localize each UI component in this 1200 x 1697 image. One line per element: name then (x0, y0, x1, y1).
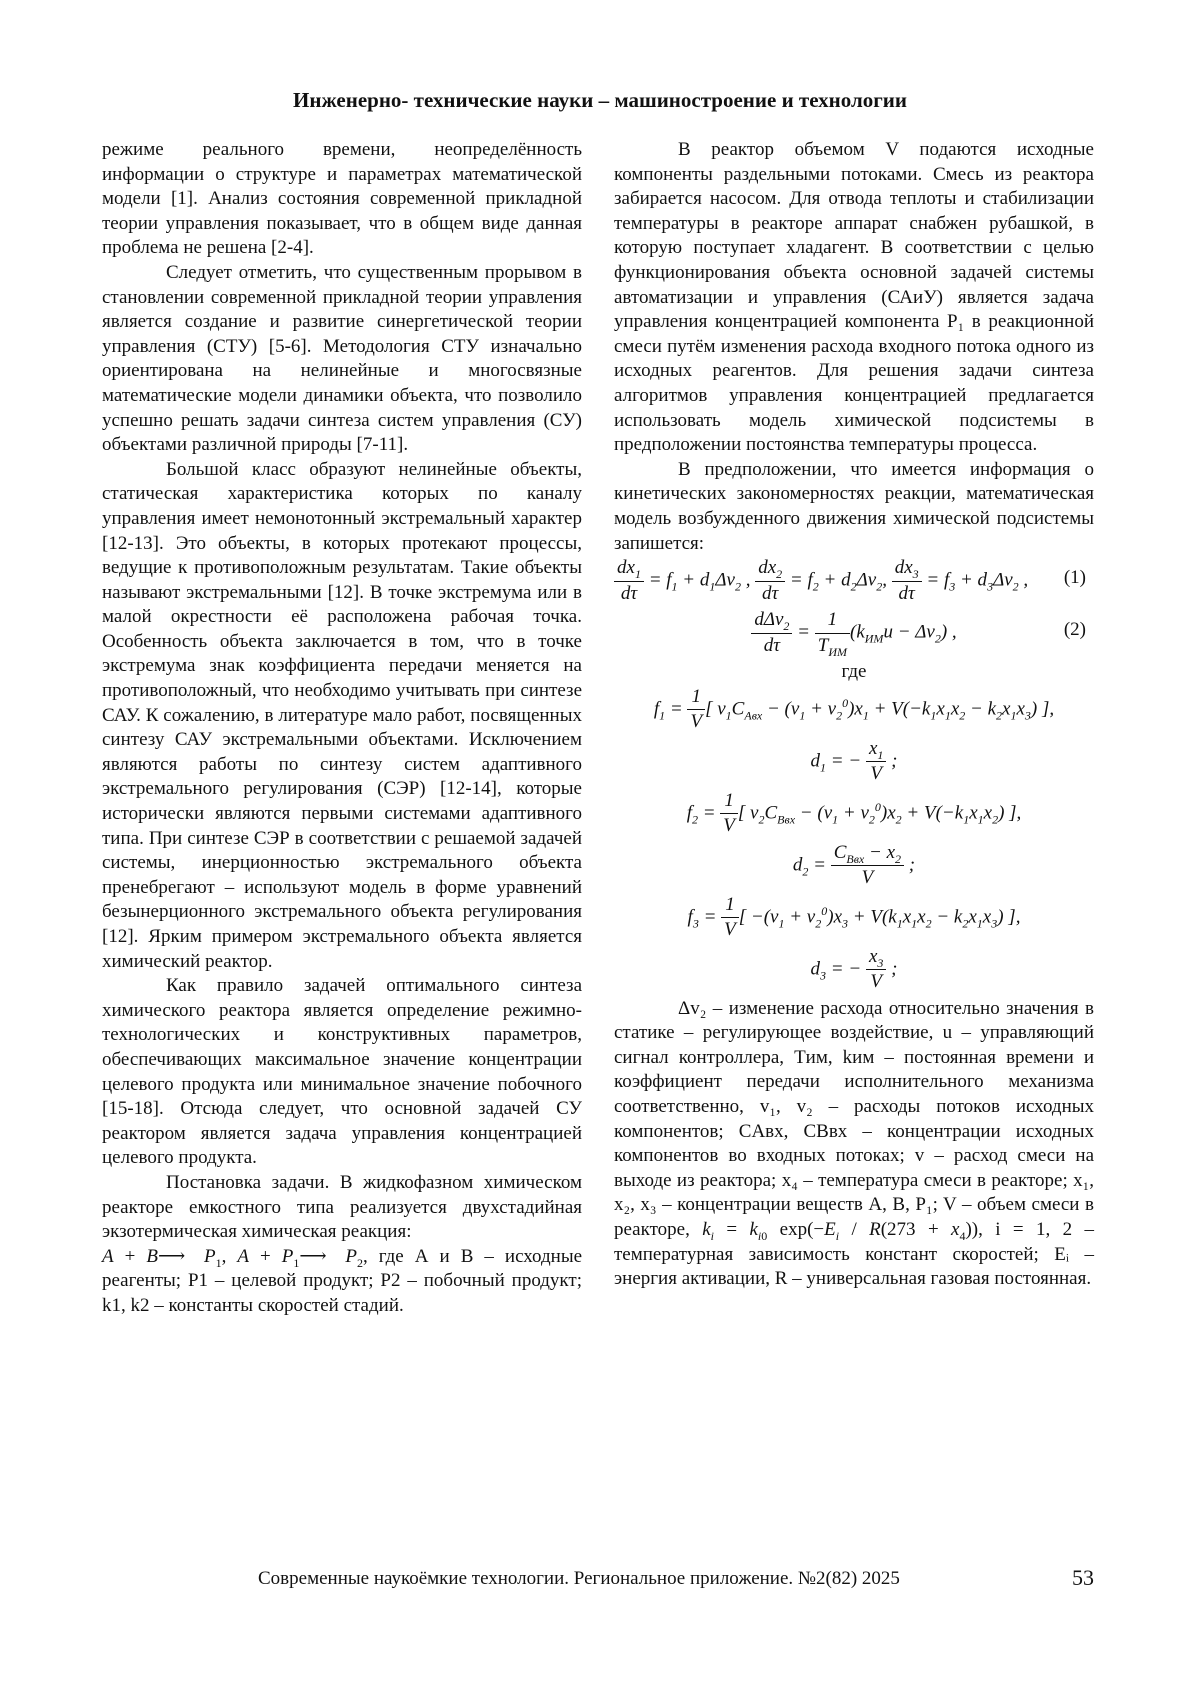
left-paragraph-4: Как правило задачей оптимального синтеза химического реактора является определение режимно-технологических и конструктивных параметров, обеспечивающих максимальное значение концентрации целевого продукта или минимальное значение побочного [15-18]. Отсюда следует, что основной задачей СУ реактором является задача управления концентрацией целевого продукта. (102, 975, 582, 1169)
where-label: где (841, 661, 867, 683)
equation-1: $\frac{dx_1}{d\tau}$ = $f_1 + d_1\Delta v_2$ , $\frac{dx_2}{d\tau}$ = $f_2 + d_2\Delta v_2$, $\frac{dx_3}{d\tau}$ = $f_3 + d_3\Delta v_2$ , (1) (614, 556, 1094, 608)
left-paragraph-3: Большой класс образуют нелинейные объекты, статическая характеристика которых по каналу управления имеет немонотонный экстремальный характер [12-13]. Это объекты, в которых протекают процессы, ведущие к противоположным результатам. Такие объекты называют экстремальными [12]. В точке экстремума или в малой окрестности её расположена рабочая точка. Особенность объекта заключается в том, что в точке экстремума знак коэффициента передачи меняется на противоположный, что необходимо учитывать при синтезе САУ. К сожалению, в литературе мало работ, посвященных синтезу САУ экстремальными объектами. Исключением являются работы по синтезу систем адаптивного экстремального регулирования (СЭР) [12-14], которые исторически являются первыми системами адаптивного типа. При синтезе СЭР в соответствии с решаемой задачей системы, инерционностью экстремального объекта пренебрегают – используют модель в форме уравнений безынерционного экстремального объекта регулирования [12]. Ярким примером экстремального объекта является химический реактор. (102, 458, 582, 972)
notation-text: Δv₂ – изменение расхода относительно значения в статике – регулирующее воздействие, u – управляющий сигнал контроллера, Tим, kим – постоянная времени и коэффициент передачи исполнительного механизма соответственно, v₁, v₂ – расходы потоков исходных компонентов; CAвх, CBвх – концентрации исходных компонентов во входных потоках; v – расход смеси на выходе из реактора; x₄ – температура смеси в реакторе; x₁, x₂, x₃ – концентрации веществ A, B, P₁; V – объем смеси в реакторе, (614, 997, 1094, 1241)
f1-definition: $f_1$ = $\frac{1}{V}$ [ $v_1C_{Aвх} - (v_1 + v_2^0)x_1 + V(-k_1x_1x_2 - k_2x_1x_3)$ ], (653, 685, 1055, 733)
equation-2-number: (2) (1063, 619, 1086, 641)
left-column (102, 138, 582, 1319)
f3-definition: $f_3$ = $\frac{1}{V}$ [ $-(v_1 + v_2^0)x_3 + V(k_1x_1x_2 - k_2x_1x_3)$ ], (687, 893, 1021, 941)
d2-definition: $d_2$ = $\frac{C_{Bвх} - x_2}{V}$ ; (792, 841, 916, 889)
right-paragraph-2: В предположении, что имеется информация о кинетических закономерностях реакции, математическая модель возбужденного движения химической подсистемы запишется: (614, 458, 1094, 554)
reaction-tail: , где А и В – исходные реагенты; P1 – целевой продукт; P2 – побочный продукт; k1, k2 – константы скоростей стадий. (102, 1245, 583, 1316)
reaction-line: A + B⟶ $P_1$, $A + P_1⟶$ $P_2$, где А и В – исходные реагенты; P1 – целевой продукт; P2 – побочный продукт; k1, k2 – константы скоростей стадий. (102, 1245, 583, 1316)
page-number: 53 (1072, 1565, 1094, 1590)
equation-1-number: (1) (1063, 567, 1086, 589)
right-paragraph-1: В реактор объемом V подаются исходные компоненты раздельными потоками. Смесь из реактора забирается насосом. Для отвода теплоты и стабилизации температуры в реакторе аппарат снабжен рубашкой, в которую поступает хладагент. В соответствии с целью функционирования объекта основной задачей системы автоматизации и управления (САиУ) является задача управления концентрацией компонента P₁ в реакционной смеси путём изменения расхода входного потока одного из исходных реагентов. Для решения задачи синтеза алгоритмов управления концентрацией предлагается использовать модель химической подсистемы в предположении постоянства температуры процесса. (614, 139, 1094, 456)
journal-citation: Современные наукоёмкие технологии. Региональное приложение. №2(82) 2025 (258, 1568, 900, 1589)
left-paragraph-5: Постановка задачи. В жидкофазном химическом реакторе емкостного типа реализуется двухстадийная экзотермическая химическая реакция: (102, 1171, 582, 1243)
d3-definition: $d_3$ = − $\frac{x_3}{V}$ ; (810, 945, 898, 993)
d1-definition: $d_1$ = − $\frac{x_1}{V}$ ; (810, 737, 898, 785)
notation-tail: , i = 1, 2 – температурная зависимость констант скоростей; Eᵢ – энергия активации, R – универсальная газовая постоянная. (614, 1219, 1095, 1290)
right-paragraph-3: Δv₂ – изменение расхода относительно значения в статике – регулирующее воздействие, u – управляющий сигнал контроллера, Tим, kим – постоянная времени и коэффициент передачи исполнительного механизма соответственно, v₁, v₂ – расходы потоков исходных компонентов; CAвх, CBвх – концентрации исходных компонентов во входных потоках; v – расход смеси на выходе из реактора; x₄ – температура смеси в реакторе; x₁, x₂, x₃ – концентрации веществ A, B, P₁; V – объем смеси в реакторе, $k_i = k_{i0}$ $\exp(-E_i / R(273 + x_4))$, i = 1, 2 – температурная зависимость констант скоростей; Eᵢ – энергия активации, R – универсальная газовая постоянная. (614, 997, 1095, 1290)
f2-definition: $f_2$ = $\frac{1}{V}$ [ $v_2C_{Bвх} - (v_1 + v_2^0)x_2 + V(-k_1x_1x_2)$ ], (686, 789, 1022, 837)
left-paragraph-1: режиме реального времени, неопределённость информации о структуре и параметрах математической модели [1]. Анализ состояния современной прикладной теории управления показывает, что в общем виде данная проблема не решена [2-4]. (102, 139, 582, 259)
equation-2: $\frac{d\Delta v_2}{d\tau}$ = $\frac{1}{T_{ИМ}}$ $(k_{ИМ}u - \Delta v_2)$ , (2) (614, 608, 1094, 660)
right-column (614, 138, 1094, 1292)
running-header: Инженерно- технические науки – машиностроение и технологии (293, 88, 907, 112)
left-paragraph-2: Следует отметить, что существенным прорывом в становлении современной прикладной теории управления является создание и развитие синергетической теории управления (СТУ) [5-6]. Методология СТУ изначально ориентирована на нелинейные и многосвязные математические модели динамики объекта, что позволило успешно решать задачи синтеза систем управления (СУ) объектами различной природы [7-11]. (102, 261, 582, 456)
